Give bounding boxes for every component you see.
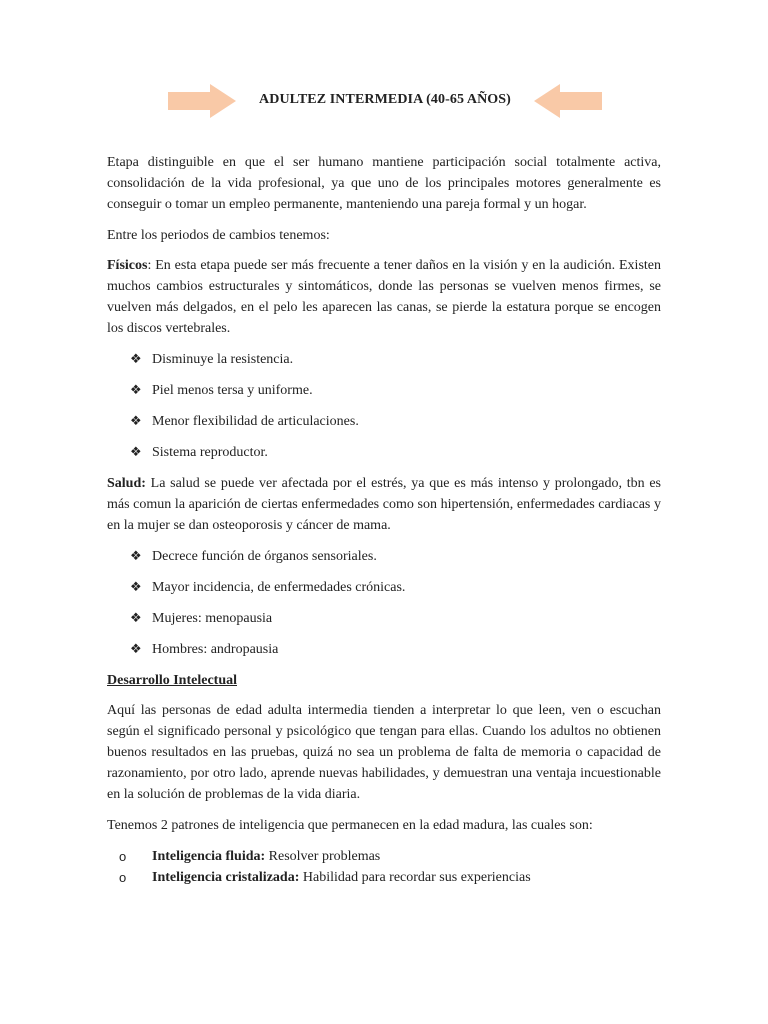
arrow-left-icon <box>534 84 602 118</box>
patterns-list <box>107 846 661 888</box>
list-item: ❖ Hombres: andropausia <box>107 639 661 660</box>
diamond-bullet-icon: ❖ <box>130 580 142 595</box>
list-item: ❖ Piel menos tersa y uniforme. <box>107 380 661 401</box>
diamond-bullet-icon: ❖ <box>130 414 142 429</box>
salud-text: La salud se puede ver afectada por el estrés, ya que es más intenso y prolongado, tbn es más comun la aparición de ciertas enfermedades como son hipertensión, enfermedades cardiacas y en la mujer se dan osteoporosis y cáncer de mama. <box>107 476 661 533</box>
diamond-bullet-icon: ❖ <box>130 611 142 626</box>
list-item: o Inteligencia fluida: Resolver problemas <box>107 846 661 867</box>
list-item: ❖ Sistema reproductor. <box>107 442 661 463</box>
document-body <box>107 152 661 888</box>
list-item: ❖ Disminuye la resistencia. <box>107 349 661 370</box>
diamond-bullet-icon: ❖ <box>130 549 142 564</box>
list-item: ❖ Mayor incidencia, de enfermedades crónicas. <box>107 577 661 598</box>
circle-bullet-icon: o <box>119 849 127 864</box>
intelectual-heading: Desarrollo Intelectual <box>107 673 237 688</box>
fisicos-list <box>107 349 661 463</box>
circle-bullet-icon: o <box>119 870 127 885</box>
salud-list <box>107 546 661 660</box>
list-item: ❖ Decrece función de órganos sensoriales. <box>107 546 661 567</box>
diamond-bullet-icon: ❖ <box>130 352 142 367</box>
intelectual-paragraph: Aquí las personas de edad adulta intermedia tienden a interpretar lo que leen, ven o escuchan según el significado personal y psicológico que tengan para ellas. Cuando los adultos no obtienen buenos resultados en las pruebas, quizá no sea un problema de falta de memoria o capacidad de razonamiento, por otro lado, aprende nuevas habilidades, y demuestran una ventaja incuestionable en la solución de problemas de la vida diaria. <box>107 703 661 802</box>
intro-paragraph: Etapa distinguible en que el ser humano mantiene participación social totalmente activa, consolidación de la vida profesional, ya que uno de los principales motores generalmente es conseguir o tomar un empleo permanente, manteniendo una pareja formal y un hogar. <box>107 155 661 212</box>
periods-line: Entre los periodos de cambios tenemos: <box>107 228 330 243</box>
list-item: ❖ Mujeres: menopausia <box>107 608 661 629</box>
list-item: o Inteligencia cristalizada: Habilidad para recordar sus experiencias <box>107 867 661 888</box>
fisicos-text: : En esta etapa puede ser más frecuente a tener daños en la visión y en la audición. Existen muchos cambios estructurales y sintomáticos, donde las personas se vuelven menos firmes, se vuelven más delgados, en el pelo les aparecen las canas, se pierde la estatura porque se encogen los discos vertebrales. <box>107 258 661 336</box>
diamond-bullet-icon: ❖ <box>130 445 142 460</box>
salud-label: Salud: <box>107 476 146 491</box>
salud-paragraph <box>107 473 661 536</box>
patterns-line: Tenemos 2 patrones de inteligencia que permanecen en la edad madura, las cuales son: <box>107 818 593 833</box>
diamond-bullet-icon: ❖ <box>130 383 142 398</box>
fisicos-paragraph <box>107 255 661 339</box>
diamond-bullet-icon: ❖ <box>130 642 142 657</box>
fisicos-label: Físicos <box>107 258 148 273</box>
list-item: ❖ Menor flexibilidad de articulaciones. <box>107 411 661 432</box>
page-title: ADULTEZ INTERMEDIA (40-65 AÑOS) <box>259 92 511 107</box>
title-row <box>168 84 602 118</box>
